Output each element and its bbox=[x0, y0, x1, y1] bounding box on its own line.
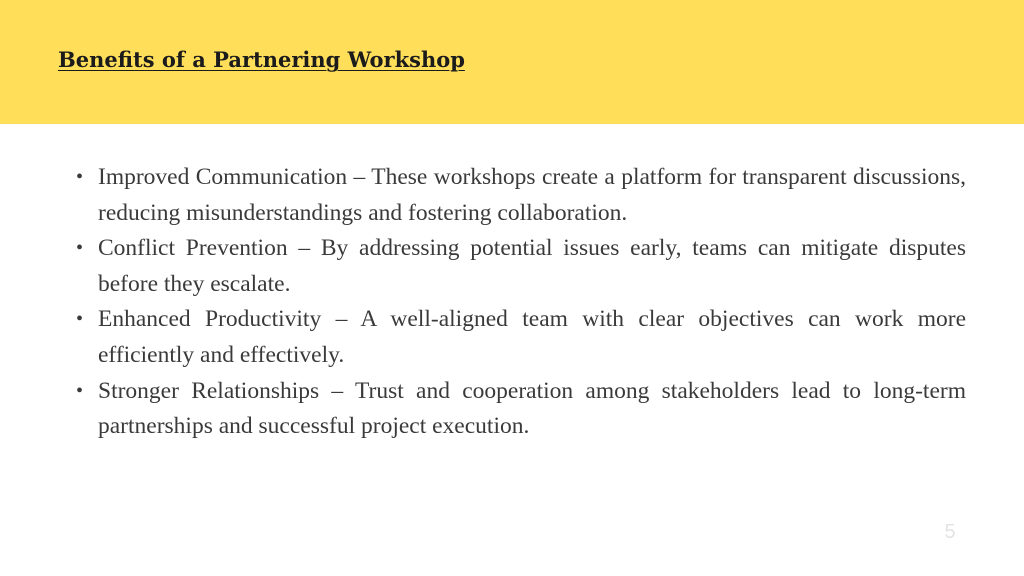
bullet-text: Enhanced Productivity – A well-aligned team with clear objectives can work more efficiently and effectively. bbox=[98, 306, 966, 368]
bullet-dot-icon: • bbox=[76, 166, 84, 188]
bullet-dot-icon: • bbox=[76, 379, 84, 402]
bullet-item-conflict-prevention bbox=[76, 231, 966, 302]
bullet-item-stronger-relationships bbox=[76, 374, 966, 445]
bullet-dot-icon: • bbox=[76, 237, 84, 260]
bullet-item-enhanced-productivity bbox=[76, 302, 966, 373]
header-band bbox=[0, 0, 1024, 124]
bullet-list bbox=[76, 160, 966, 445]
bullet-item-improved-communication bbox=[76, 160, 966, 231]
bullet-text: Improved Communication – These workshops create a platform for transparent discussions, reducing misunderstandings and fostering collaboration. bbox=[98, 164, 966, 226]
bullet-dot-icon: • bbox=[76, 308, 84, 331]
slide-title: Benefits of a Partnering Workshop bbox=[58, 47, 465, 72]
page-number: 5 bbox=[944, 521, 956, 543]
bullet-text: Conflict Prevention – By addressing potential issues early, teams can mitigate disputes before they escalate. bbox=[98, 235, 966, 297]
bullet-text: Stronger Relationships – Trust and cooperation among stakeholders lead to long-term partnerships and successful project execution. bbox=[98, 377, 966, 440]
